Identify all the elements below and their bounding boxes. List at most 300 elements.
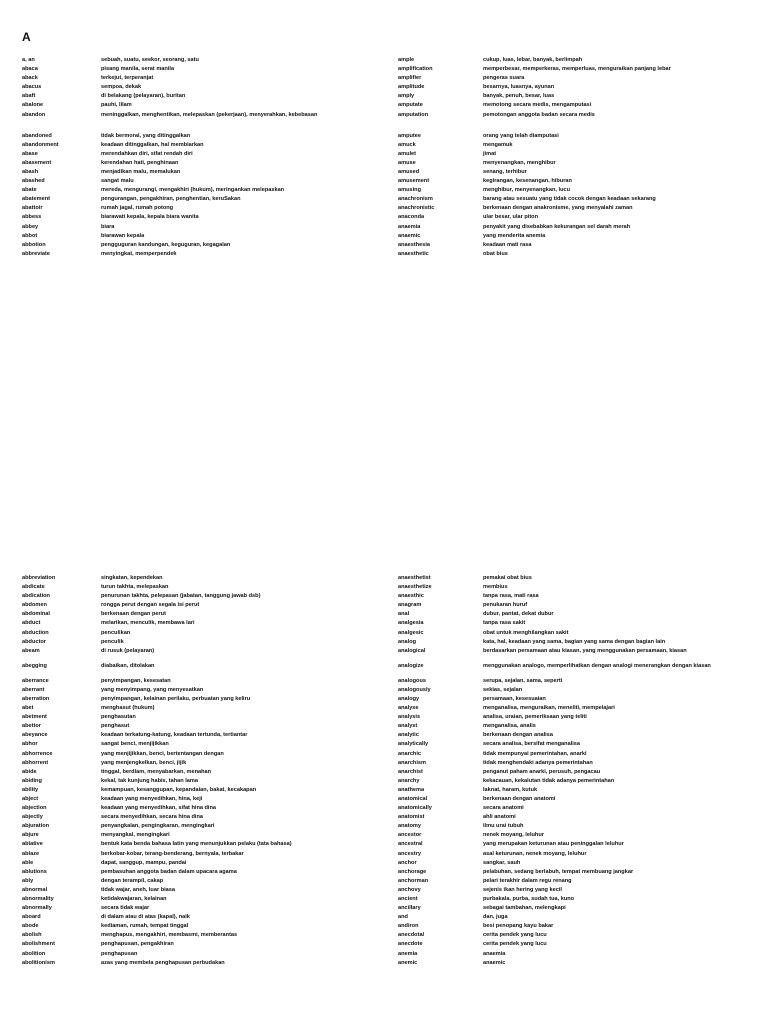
entry-word: abase — [22, 150, 38, 157]
entry-definition: anaemia — [483, 950, 506, 957]
entry-definition: mereda, mengurangi, mengakhiri (hukum), meringankan melepaskan — [101, 187, 285, 194]
dictionary-entry — [0, 695, 384, 704]
dictionary-entry — [384, 83, 768, 92]
dictionary-entry — [384, 886, 768, 895]
dictionary-entry — [0, 592, 384, 601]
entry-definition: mengamuk — [483, 141, 513, 148]
dictionary-entry — [384, 592, 768, 601]
entry-definition: pelari terakhir dalam regu renang — [483, 877, 572, 884]
entry-definition: analisa, uraian, pemeriksaan yang teliti — [483, 714, 587, 721]
entry-definition: dapat, sanggup, mampu, pandai — [101, 859, 187, 866]
entry-definition: yang menderita anemia — [483, 232, 546, 239]
entry-word: aberrance — [22, 677, 49, 684]
entry-word: abbess — [22, 214, 42, 221]
entry-word: abalone — [22, 102, 44, 109]
dictionary-entry — [0, 822, 384, 831]
entry-definition: menyingkat, memperpendek — [101, 250, 177, 257]
entry-definition: penyangkalan, pengingkaran, mengingkari — [101, 823, 215, 830]
entry-definition: asal keturunan, nenek moyang, leluhur — [483, 850, 587, 857]
entry-definition: persamaan, kesesuaian — [483, 695, 546, 702]
dictionary-entry — [384, 574, 768, 583]
entry-word: anatomy — [398, 823, 422, 830]
entry-definition: sekias, sejalan — [483, 686, 523, 693]
entry-word: anarchist — [398, 768, 423, 775]
dictionary-entry — [384, 868, 768, 877]
entry-definition: turun takhta, melepaskan — [101, 584, 169, 591]
entry-definition: cerita pendek yang lucu — [483, 932, 547, 939]
entry-word: abandonment — [22, 141, 59, 148]
entry-word: abnormally — [22, 905, 52, 912]
entry-word: anchorage — [398, 868, 427, 875]
entry-definition: merendahkan diri, sifat rendah diri — [101, 150, 193, 157]
entry-definition: purbakala, purba, sudah tua, kuno — [483, 896, 575, 902]
dictionary-entry — [0, 931, 384, 940]
entry-word: abet — [22, 705, 34, 712]
entry-word: abduct — [22, 620, 41, 627]
entry-definition: penghasutan — [101, 714, 136, 721]
entry-word: abhorrence — [22, 750, 53, 757]
dictionary-entry — [0, 868, 384, 877]
entry-definition: penghasut — [101, 723, 130, 730]
entry-definition: di belakang (pelayaran), buritan — [101, 93, 186, 100]
dictionary-entry — [0, 740, 384, 749]
dictionary-entry — [384, 750, 768, 759]
entry-word: abettor — [22, 723, 41, 730]
entry-word: ablaze — [22, 850, 40, 857]
entry-definition: keadaan mati rasa — [483, 241, 532, 248]
entry-word: amplifier — [398, 75, 422, 82]
entry-definition: sangkar, sauh — [483, 859, 521, 866]
entry-definition: melarikan, menculik, membawa lari — [101, 620, 195, 627]
entry-definition: yang menjengkelkan, benci, jijik — [101, 759, 187, 766]
entry-definition: azas yang membela penghapusan perbudakan — [101, 959, 225, 966]
entry-word: analogous — [398, 677, 426, 684]
dictionary-entry — [0, 83, 384, 92]
entry-word: aberration — [22, 695, 50, 702]
entry-definition: sebagai tambahan, melengkapi — [483, 905, 566, 912]
dictionary-entry — [0, 232, 384, 241]
dictionary-entry — [0, 913, 384, 922]
dictionary-entry — [384, 740, 768, 749]
entry-word: ablutions — [22, 868, 47, 875]
entry-word: analog — [398, 638, 417, 645]
entry-definition: tidak wajar, aneh, luar biasa — [101, 886, 175, 893]
dictionary-entry — [384, 204, 768, 213]
entry-word: anemia — [398, 950, 418, 957]
dictionary-entry — [0, 638, 384, 647]
dictionary-entry — [0, 601, 384, 610]
entry-definition: menggunakan analogo, memperlihatkan dengan analogi menerangkan dengan kiasan — [483, 662, 711, 669]
entry-word: anaesthesia — [398, 241, 431, 248]
dictionary-entry — [384, 931, 768, 940]
entry-definition: pengguguran kandungan, keguguran, kegagalan — [101, 241, 231, 248]
entry-word: abide — [22, 768, 37, 775]
entry-word: abolitionism — [22, 959, 55, 966]
entry-word: analogy — [398, 695, 420, 702]
dictionary-entry — [384, 662, 768, 677]
entry-definition: berkenaan dengan anakronisme, yang menyalahi zaman — [483, 205, 633, 212]
entry-definition: membius — [483, 584, 508, 591]
entry-word: abode — [22, 923, 39, 930]
entry-definition: memotong secara medis, mengamputasi — [483, 102, 592, 109]
dictionary-entry — [384, 241, 768, 250]
entry-definition: sangat benci, menjijikkan — [101, 741, 169, 748]
dictionary-entry — [0, 704, 384, 713]
entry-definition: kemampuan, kesanggupan, kepandaian, bakat, kecakapan — [101, 786, 257, 793]
entry-word: ably — [22, 877, 34, 884]
entry-word: ancestral — [398, 841, 423, 848]
entry-word: abjuration — [22, 823, 50, 830]
entry-definition: biarawati kepala, kepala biara wanita — [101, 214, 199, 221]
entry-word: ancestry — [398, 850, 422, 857]
entry-word: anarchic — [398, 750, 422, 757]
dictionary-entry — [384, 601, 768, 610]
entry-word: analgesia — [398, 620, 424, 627]
entry-definition: cerita pendek yang lucu — [483, 941, 547, 948]
entry-definition: memperbesar, memperkeras, memperluas, menguraikan panjang lebar — [483, 66, 671, 73]
dictionary-entry — [384, 695, 768, 704]
dictionary-entry — [384, 722, 768, 731]
entry-word: abject — [22, 795, 39, 802]
entry-word: a, an — [22, 57, 35, 63]
dictionary-entry — [384, 223, 768, 232]
entry-word: amplification — [398, 66, 433, 73]
dictionary-entry — [384, 795, 768, 804]
entry-definition: menyangkal, mengingkari — [101, 832, 170, 839]
entry-word: abasement — [22, 159, 52, 166]
dictionary-entry — [0, 768, 384, 777]
entry-definition: kata, hal, keadaan yang sama, bagian yang sama dengan bagian lain — [483, 638, 666, 645]
entry-word: amply — [398, 93, 415, 100]
entry-definition: pembasuhan anggota badan dalam upacara agama — [101, 868, 237, 875]
entry-word: analogize — [398, 662, 424, 669]
dictionary-entry — [0, 713, 384, 722]
entry-word: aboard — [22, 914, 41, 921]
entry-definition: berdasarkan persamaan atau kiasan, yang menggunakan persamaan, kiasan — [483, 647, 687, 654]
dictionary-entry — [384, 150, 768, 159]
entry-word: amplitude — [398, 84, 425, 91]
entry-definition: singkatan, kependekan — [101, 575, 163, 581]
entry-word: anachronism — [398, 196, 433, 203]
entry-word: abolish — [22, 932, 42, 939]
dictionary-entry — [384, 904, 768, 913]
entry-definition: serupa, sejalan, sama, seperti — [483, 677, 563, 684]
entry-definition: sebuah, suatu, seekor, seorang, satu — [101, 57, 199, 63]
entry-definition: terkejut, terperanjat — [101, 75, 154, 82]
dictionary-entry — [0, 583, 384, 592]
entry-word: abhorrent — [22, 759, 49, 766]
dictionary-entry — [0, 223, 384, 232]
dictionary-entry — [0, 610, 384, 619]
entry-word: anatomist — [398, 814, 425, 821]
entry-word: and — [398, 914, 408, 921]
entry-word: analytically — [398, 741, 429, 748]
dictionary-entry — [0, 940, 384, 949]
dictionary-entry — [0, 177, 384, 186]
dictionary-entry — [384, 647, 768, 662]
entry-definition: anaemic — [483, 959, 506, 966]
entry-word: anaesthetize — [398, 584, 432, 591]
entry-word: anaesthic — [398, 593, 424, 600]
dictionary-entry — [384, 177, 768, 186]
entry-definition: kekacauan, kekalutan tidak adanya pemerintahan — [483, 777, 615, 784]
entry-word: abdomen — [22, 602, 47, 609]
entry-word: anaemia — [398, 223, 421, 230]
entry-word: abolition — [22, 950, 46, 957]
entry-definition: dubur, pantat, dekat dubur — [483, 611, 554, 618]
entry-definition: tanpa rasa, mati rasa — [483, 593, 539, 600]
entry-definition: banyak, penuh, besar, luas — [483, 93, 555, 100]
dictionary-entry — [384, 56, 768, 65]
entry-definition: biarawan kepala — [101, 232, 145, 239]
entry-definition: menganalisa, menguraikan, meneliti, mempelajari — [483, 705, 615, 712]
dictionary-entry — [0, 840, 384, 849]
entry-word: abolishment — [22, 941, 55, 948]
entry-word: ancillary — [398, 905, 421, 912]
entry-word: amuck — [398, 141, 416, 148]
entry-definition: berkobar-kobar, terang-benderang, bernyala, terbakar — [101, 850, 244, 857]
dictionary-entry — [384, 940, 768, 949]
dictionary-entry — [0, 250, 384, 259]
dictionary-entry — [0, 759, 384, 768]
dictionary-entry — [0, 859, 384, 868]
entry-definition: barang atau sesuatu yang tidak cocok dengan keadaan sekarang — [483, 196, 656, 203]
dictionary-entry — [384, 159, 768, 168]
dictionary-entry — [0, 786, 384, 795]
dictionary-entry — [0, 101, 384, 110]
entry-word: ability — [22, 786, 39, 793]
entry-word: abhor — [22, 741, 38, 748]
dictionary-entry — [0, 111, 384, 126]
entry-word: anecdotal — [398, 932, 425, 939]
dictionary-entry — [384, 583, 768, 592]
dictionary-entry — [0, 195, 384, 204]
entry-word: abate — [22, 187, 37, 194]
entry-definition: sejenis ikan hering yang kecil — [483, 886, 562, 893]
entry-word: anathema — [398, 786, 425, 793]
entry-word: anachronistic — [398, 205, 435, 212]
entry-definition: di dalam atau di atas (kapal), naik — [101, 914, 190, 921]
entry-definition: jimat — [483, 150, 497, 157]
entry-definition: nenek moyang, leluhur — [483, 832, 544, 839]
entry-definition: menghasut (hukum) — [101, 705, 155, 712]
dictionary-entry — [0, 686, 384, 695]
dictionary-entry — [384, 895, 768, 904]
entry-word: able — [22, 859, 34, 866]
dictionary-entry — [0, 56, 384, 65]
entry-word: ample — [398, 57, 415, 63]
entry-word: analyst — [398, 723, 418, 730]
dictionary-entry — [384, 195, 768, 204]
dictionary-entry — [0, 65, 384, 74]
dictionary-entry — [0, 159, 384, 168]
entry-definition: meninggalkan, menghentikan, melepaskan (pekerjaan), menyerahkan, kebebasan — [101, 111, 318, 118]
dictionary-entry — [384, 186, 768, 195]
dictionary-entry — [384, 877, 768, 886]
entry-definition: rumah jagal, rumah potong — [101, 205, 174, 212]
entry-definition: keadaan ditinggalkan, hal membiarkan — [101, 141, 204, 148]
dictionary-entry — [384, 629, 768, 638]
entry-definition: keadaan yang menyedihkan, sifat hina dina — [101, 805, 217, 812]
entry-word: andiron — [398, 923, 419, 930]
entry-word: abattoir — [22, 205, 43, 212]
entry-definition: penghapusan, pengakhiran — [101, 941, 174, 948]
dictionary-entry — [0, 804, 384, 813]
dictionary-entry — [384, 232, 768, 241]
entry-word: anarchy — [398, 777, 420, 784]
entry-definition: ketidakwajaran, kelainan — [101, 896, 167, 902]
entry-word: anatomical — [398, 795, 428, 802]
entry-word: amusing — [398, 187, 422, 194]
dictionary-entry — [384, 132, 768, 141]
dictionary-entry — [0, 877, 384, 886]
entry-word: anaesthetist — [398, 575, 431, 581]
entry-definition: pemakai obat bius — [483, 575, 532, 581]
dictionary-entry — [384, 101, 768, 110]
entry-definition: yang menyimpang, yang menyesatkan — [101, 686, 204, 693]
entry-word: amusement — [398, 178, 430, 185]
dictionary-entry — [0, 922, 384, 931]
entry-word: abbotion — [22, 241, 46, 248]
entry-definition: keadaan terkatung-katung, keadaan tertunda, tertiantar — [101, 732, 248, 739]
entry-word: abaft — [22, 93, 36, 100]
entry-word: anatomically — [398, 805, 432, 812]
entry-word: anaesthetic — [398, 250, 429, 257]
dictionary-entry — [384, 141, 768, 150]
entry-definition: cukup, luas, lebar, banyak, berlimpah — [483, 57, 583, 63]
dictionary-entry — [384, 786, 768, 795]
entry-word: amputate — [398, 102, 423, 109]
entry-word: abash — [22, 168, 39, 175]
entry-definition: penurunan takhta, pelepasan (jabatan, tanggung jawab dsb) — [101, 593, 261, 600]
dictionary-entry — [0, 150, 384, 159]
entry-word: anchor — [398, 859, 417, 866]
entry-definition: di rusuk (pelayaran) — [101, 647, 155, 654]
entry-definition: sempoa, dekak — [101, 84, 142, 91]
entry-definition: keadaan yang menyedihkan, hina, keji — [101, 795, 203, 802]
entry-word: abatement — [22, 196, 50, 203]
dictionary-entry — [0, 168, 384, 177]
entry-word: amulet — [398, 150, 417, 157]
dictionary-entry — [384, 111, 768, 126]
entry-word: analyse — [398, 705, 419, 712]
entry-definition: penyimpangan, kelainan perilaku, perbuatan yang keliru — [101, 695, 251, 702]
entry-definition: yang menjijikkan, benci, bertentangan dengan — [101, 750, 224, 757]
entry-definition: pelabuhan, sedang berlabuh, tempat membuang jangkar — [483, 868, 634, 875]
entry-definition: besarnya, luasnya, ayunan — [483, 84, 555, 91]
entry-word: abdominal — [22, 611, 50, 618]
entry-definition: obat untuk menghilangkan sakit — [483, 629, 569, 636]
dictionary-entry — [0, 647, 384, 662]
entry-word: abductor — [22, 638, 46, 645]
entry-definition: ular besar, ular piton — [483, 214, 539, 221]
dictionary-entry — [384, 768, 768, 777]
dictionary-entry — [0, 132, 384, 141]
entry-word: amuse — [398, 159, 416, 166]
entry-word: abduction — [22, 629, 49, 636]
entry-definition: rongga perut dengan segala isi perut — [101, 602, 200, 609]
entry-definition: berkenaan dengan anatomi — [483, 795, 556, 802]
entry-word: abjectly — [22, 814, 43, 821]
entry-word: abjection — [22, 805, 47, 812]
dictionary-entry — [384, 913, 768, 922]
entry-word: analgesic — [398, 629, 424, 636]
dictionary-entry — [384, 213, 768, 222]
entry-definition: pengurangan, pengakhiran, penghentian, keruSakan — [101, 196, 241, 203]
entry-definition: kediaman, rumah, tempat tinggal — [101, 923, 189, 930]
entry-definition: pisang manila, serat manila — [101, 66, 175, 73]
dictionary-entry — [0, 241, 384, 250]
dictionary-entry — [0, 750, 384, 759]
entry-definition: menyenangkan, menghibur — [483, 159, 556, 166]
entry-definition: tanpa rasa sakit — [483, 620, 526, 627]
dictionary-entry — [384, 619, 768, 628]
entry-definition: menganalisa, analis — [483, 723, 536, 730]
entry-definition: sangat malu — [101, 178, 134, 185]
entry-word: anal — [398, 611, 410, 618]
dictionary-entry — [0, 92, 384, 101]
entry-definition: tinggal, berdiam, menyabarkan, menahan — [101, 768, 212, 775]
dictionary-entry — [0, 186, 384, 195]
dictionary-entry — [384, 959, 768, 968]
entry-definition: tidak menghendaki adanya pemerintahan — [483, 759, 593, 766]
entry-definition: berkenaan dengan perut — [101, 611, 166, 618]
entry-definition: menjadikan malu, memalukan — [101, 168, 181, 175]
dictionary-entry — [384, 74, 768, 83]
entry-definition: besi penopang kayu bakar — [483, 923, 554, 930]
entry-definition: ahli anatomi — [483, 814, 516, 821]
entry-definition: dan, juga — [483, 914, 508, 921]
entry-definition: menghapus, mengakhiri, membasmi, memberantas — [101, 932, 238, 939]
dictionary-entry — [0, 886, 384, 895]
dictionary-entry — [384, 922, 768, 931]
entry-word: abjure — [22, 832, 39, 839]
entry-word: anchorman — [398, 877, 429, 884]
entry-definition: pemotongan anggota badan secara medis — [483, 111, 595, 118]
entry-word: abiding — [22, 777, 42, 784]
entry-definition: secara tidak wajar — [101, 905, 150, 912]
dictionary-entry — [0, 904, 384, 913]
dictionary-entry — [0, 722, 384, 731]
entries-block-top — [0, 56, 768, 281]
column-right — [384, 574, 768, 968]
entry-definition: kekal, tak kunjung habis, tahan lama — [101, 777, 198, 784]
entry-definition: obat bius — [483, 250, 508, 257]
entry-word: analogously — [398, 686, 431, 693]
dictionary-entry — [0, 213, 384, 222]
dictionary-entry — [0, 831, 384, 840]
entry-word: amused — [398, 168, 420, 175]
entry-definition: bentuk kata benda bahasa latin yang menunjukkan pelaku (tata bahasa) — [101, 841, 292, 848]
dictionary-entry — [384, 950, 768, 959]
dictionary-entry — [384, 777, 768, 786]
entry-definition: secara anatomi — [483, 805, 524, 812]
dictionary-entry — [0, 619, 384, 628]
entry-word: ancestor — [398, 832, 422, 839]
entry-word: ablative — [22, 841, 43, 848]
entry-definition: tidak bermoral, yang ditinggalkan — [101, 132, 191, 139]
entry-word: anarchism — [398, 759, 426, 766]
column-left — [0, 56, 384, 259]
dictionary-entry — [384, 731, 768, 740]
entry-word: abandon — [22, 111, 46, 118]
entry-word: analytic — [398, 732, 419, 739]
dictionary-entry — [384, 804, 768, 813]
dictionary-entry — [0, 959, 384, 968]
dictionary-entry — [0, 813, 384, 822]
entry-definition: penculikan — [101, 629, 131, 636]
dictionary-entry — [384, 713, 768, 722]
